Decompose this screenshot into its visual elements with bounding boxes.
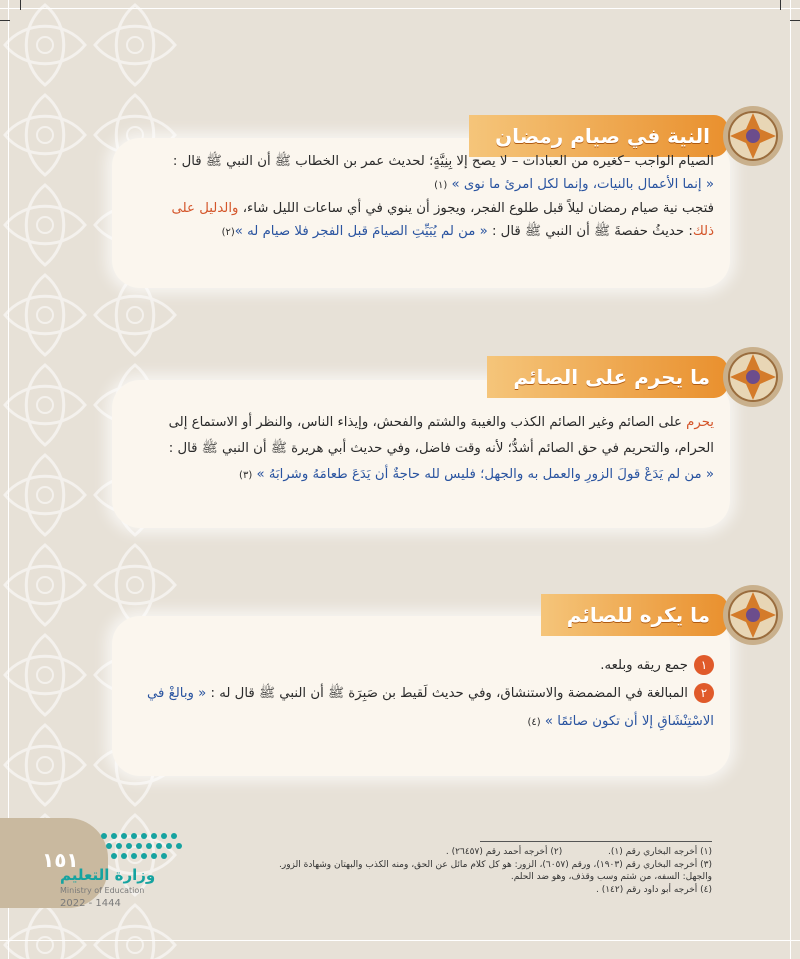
section-title: النية في صيام رمضان: [469, 115, 728, 157]
section-title: ما يكره للصائم: [541, 594, 728, 636]
section-header: [487, 356, 728, 398]
footnote: (١) أخرجه البخاري رقم (١). (٢) أخرجه أحمد رقم (٢٦٤٥٧) .: [445, 847, 712, 857]
footnote-ref: (٣): [239, 470, 253, 481]
item-text: جمع ريقه وبلعه.: [600, 658, 688, 673]
footnotes: [100, 846, 712, 896]
footnote: (٣) أخرجه البخاري رقم (١٩٠٣)، ورقم (٦٠٥٧)، الزور: هو كل كلام مائل عن الحق، ومنه الكذب والبهتان وشهادة الزور.: [279, 859, 712, 870]
footnote-ref: (١): [434, 180, 448, 191]
rosette-icon: [720, 582, 786, 648]
hadith-quote: « من لم يَدَعْ قولَ الزورِ والعمل به والجهل؛ فليس لله حاجةٌ أن يَدَعَ طعامَهُ وشرابَهُ »: [256, 467, 714, 482]
page-number: ١٥١: [42, 848, 79, 872]
item-text: المبالغة في المضمضة والاستنشاق، وفي حديث لَقيط بن صَبِرَة ﷺ أن النبي ﷺ قال له :: [206, 686, 688, 701]
hadith-quote: « وبالغْ في: [146, 686, 207, 701]
keyword: يحرم: [686, 415, 714, 430]
ministry-logo-english: Ministry of Education: [60, 886, 145, 895]
evidence-label: ذلك: [692, 224, 714, 239]
evidence-label: والدليل على: [171, 201, 239, 216]
footnote-ref: (٢): [221, 227, 235, 238]
section-header: [541, 594, 728, 636]
rosette-icon: [720, 344, 786, 410]
hadith-quote: الاسْتِنْشَاقِ إلا أن تكون صائمًا »: [544, 714, 714, 729]
paragraph-line: الصيام الواجب –كغيره من العبادات – لا يصح إلا بِنِيَّةٍ؛ لحديث عمر بن الخطاب ﷺ أن النبي ﷺ قال :: [172, 154, 714, 169]
section-body: [128, 652, 714, 737]
paragraph-line: : حديثُ حفصةَ ﷺ أن النبي ﷺ قال :: [487, 224, 693, 239]
paragraph-line: فتجب نية صيام رمضان ليلاً قبل طلوع الفجر، ويجوز أن ينوي في أي ساعات الليل شاء،: [238, 201, 714, 216]
paragraph-line: على الصائم وغير الصائم الكذب والغيبة والشتم والفحش، وإيذاء الناس، والنظر أو الاستماع إلى: [168, 415, 687, 430]
section-title: ما يحرم على الصائم: [487, 356, 728, 398]
list-item: [128, 680, 714, 708]
hadith-quote: « إنما الأعمال بالنيات، وإنما لكل امرئ ما نوى »: [451, 177, 714, 192]
item-number: ٢: [694, 683, 714, 703]
section-body: [128, 410, 714, 489]
footnote-divider: [480, 841, 712, 842]
footnote-ref: (٤): [527, 717, 541, 728]
paragraph-line: الحرام، والتحريم في حق الصائم أشدُّ؛ لأنه وقت فاضل، وفي حديث أبي هريرة ﷺ أن النبي ﷺ قال :: [168, 441, 714, 456]
list-item: [128, 652, 714, 680]
ministry-logo-text: وزارة التعليم: [60, 866, 156, 884]
section-body: [128, 150, 714, 244]
dots-logo-icon: [96, 826, 188, 864]
item-number: ١: [694, 655, 714, 675]
footnote: والجهل: السفه، من شتم وسب وقذف، وهو ضد الحلم.: [510, 872, 712, 882]
footnote: (٤) أخرجه أبو داود رقم (١٤٢) .: [595, 884, 712, 895]
rosette-icon: [720, 103, 786, 169]
edition-year: 2022 - 1444: [60, 898, 121, 909]
hadith-quote: « من لم يُبَيِّتِ الصيامَ قبل الفجر فلا صيام له »: [234, 224, 488, 239]
